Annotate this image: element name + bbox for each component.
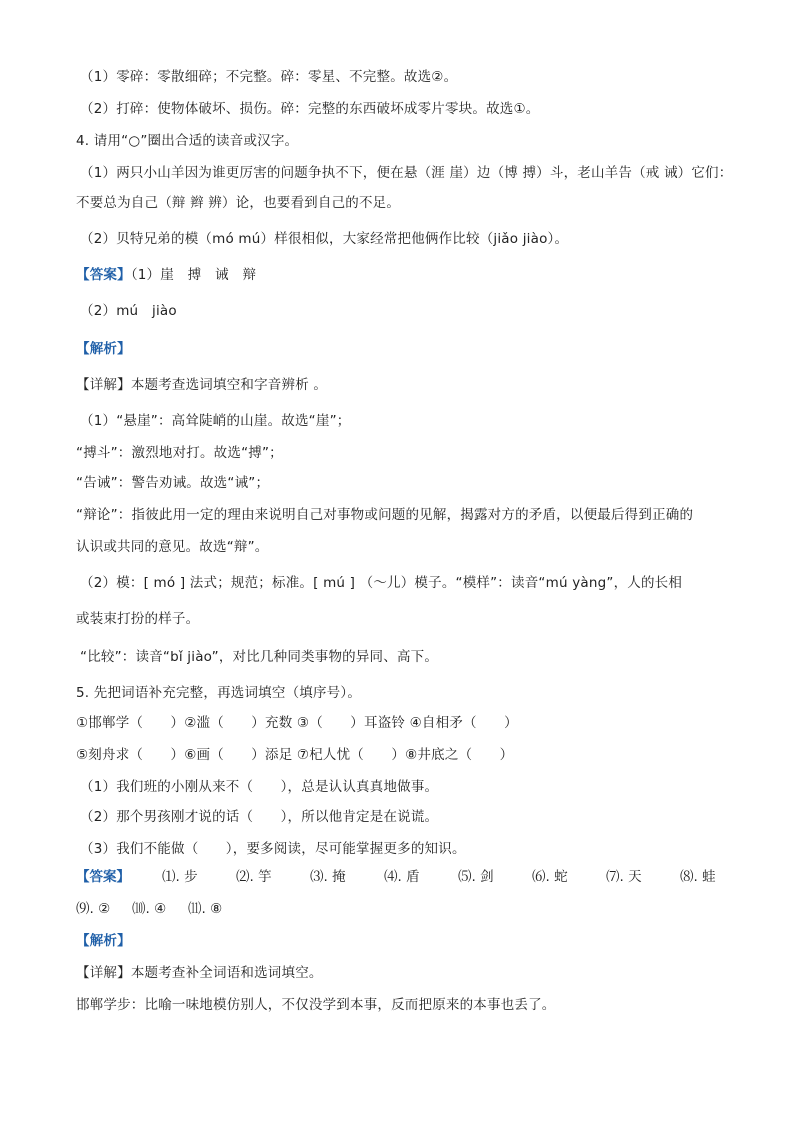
- answer-item: ⑽. ④: [132, 901, 167, 917]
- answer-item: ⑹. 蛇: [532, 869, 568, 885]
- answer-item: ⑴. 步: [162, 869, 198, 885]
- text-line: （2）模：[ mó ] 法式；规范；标准。[ mú ] （～儿）模子。“模样”：读音“mú yàng”，人的长相: [80, 575, 683, 591]
- answer-row-2: [76, 900, 376, 920]
- text-line: 不要总为自己（辩 辫 辨）论，也要看到自己的不足。: [76, 195, 401, 211]
- text-line: （1）我们班的小刚从来不（ ），总是认认真真地做事。: [80, 779, 439, 795]
- text-line: （2）那个男孩刚才说的话（ ），所以他肯定是在说谎。: [80, 809, 439, 825]
- detail-tag: 【详解】: [76, 377, 131, 393]
- detail-line: [76, 376, 327, 394]
- answer-text: （1）崖 搏 诫 辩: [130, 267, 257, 283]
- text-line: （2）贝特兄弟的模（mó mú）样很相似，大家经常把他俩作比较（jiǎo jiào）。: [80, 231, 569, 247]
- text-line: “辩论”：指彼此用一定的理由来说明自己对事物或问题的见解，揭露对方的矛盾，以便最后得到正确的: [76, 507, 694, 523]
- answer-item: ⑸. 剑: [458, 869, 494, 885]
- text-line: （1）“悬崖”：高耸陡峭的山崖。故选“崖”；: [80, 413, 351, 429]
- answer-item: ⑵. 竽: [236, 869, 272, 885]
- answer-item: ⑺. 天: [606, 869, 642, 885]
- question-5-title: 5. 先把词语补充完整，再选词填空（填序号）。: [76, 685, 362, 701]
- detail-text: 本题考查补全词语和选词填空。: [130, 965, 323, 981]
- answer-item: ⑼. ②: [76, 901, 111, 917]
- question-4-title: 4. 请用“○”圈出合适的读音或汉字。: [76, 133, 299, 149]
- text-line: 或装束打扮的样子。: [76, 611, 200, 627]
- answer-tag: 【答案】: [76, 869, 130, 885]
- text-line: （1）零碎：零散细碎；不完整。碎：零星、不完整。故选②。: [80, 69, 458, 85]
- text-line: （1）两只小山羊因为谁更厉害的问题争执不下，便在悬（涯 崖）边（博 搏）斗，老山羊告（戒 诫）它们：: [80, 165, 733, 181]
- text-line: “搏斗”：激烈地对打。故选“搏”；: [76, 445, 283, 461]
- analysis-tag: 【解析】: [76, 341, 131, 357]
- answer-item: ⑻. 蛙: [680, 869, 716, 885]
- analysis-tag: 【解析】: [76, 933, 131, 949]
- text-line: （2）打碎：使物体破坏、损伤。碎：完整的东西破坏成零片零块。故选①。: [80, 101, 540, 117]
- detail-tag: 【详解】: [76, 965, 131, 981]
- answer-item: ⑶. 掩: [310, 869, 346, 885]
- answer-item: ⑷. 盾: [384, 869, 420, 885]
- idiom-row-1: ①邯郸学（ ）②滥（ ）充数 ③（ ）耳盗铃 ④自相矛（ ）: [76, 715, 518, 731]
- detail-text: 本题考查选词填空和字音辨析 。: [130, 377, 328, 393]
- answer-line: [76, 266, 256, 284]
- answer-line-2: （2）mú jiào: [80, 303, 177, 319]
- answer-tag: 【答案】: [76, 267, 131, 283]
- text-line: （3）我们不能做（ ），要多阅读，尽可能掌握更多的知识。: [80, 841, 466, 857]
- text-line: 认识或共同的意见。故选“辩”。: [76, 539, 269, 555]
- text-line: 邯郸学步：比喻一味地模仿别人，不仅没学到本事，反而把原来的本事也丢了。: [76, 997, 556, 1013]
- detail-line: [76, 964, 323, 982]
- answer-row: [76, 868, 726, 888]
- text-line: “告诫”：警告劝诫。故选“诫”；: [76, 475, 270, 491]
- text-line: “比较”：读音“bǐ jiào”，对比几种同类事物的异同、高下。: [80, 649, 439, 665]
- idiom-row-2: ⑤刻舟求（ ）⑥画（ ）添足 ⑦杞人忧（ ）⑧井底之（ ）: [76, 747, 514, 763]
- answer-item: ⑾. ⑧: [188, 901, 223, 917]
